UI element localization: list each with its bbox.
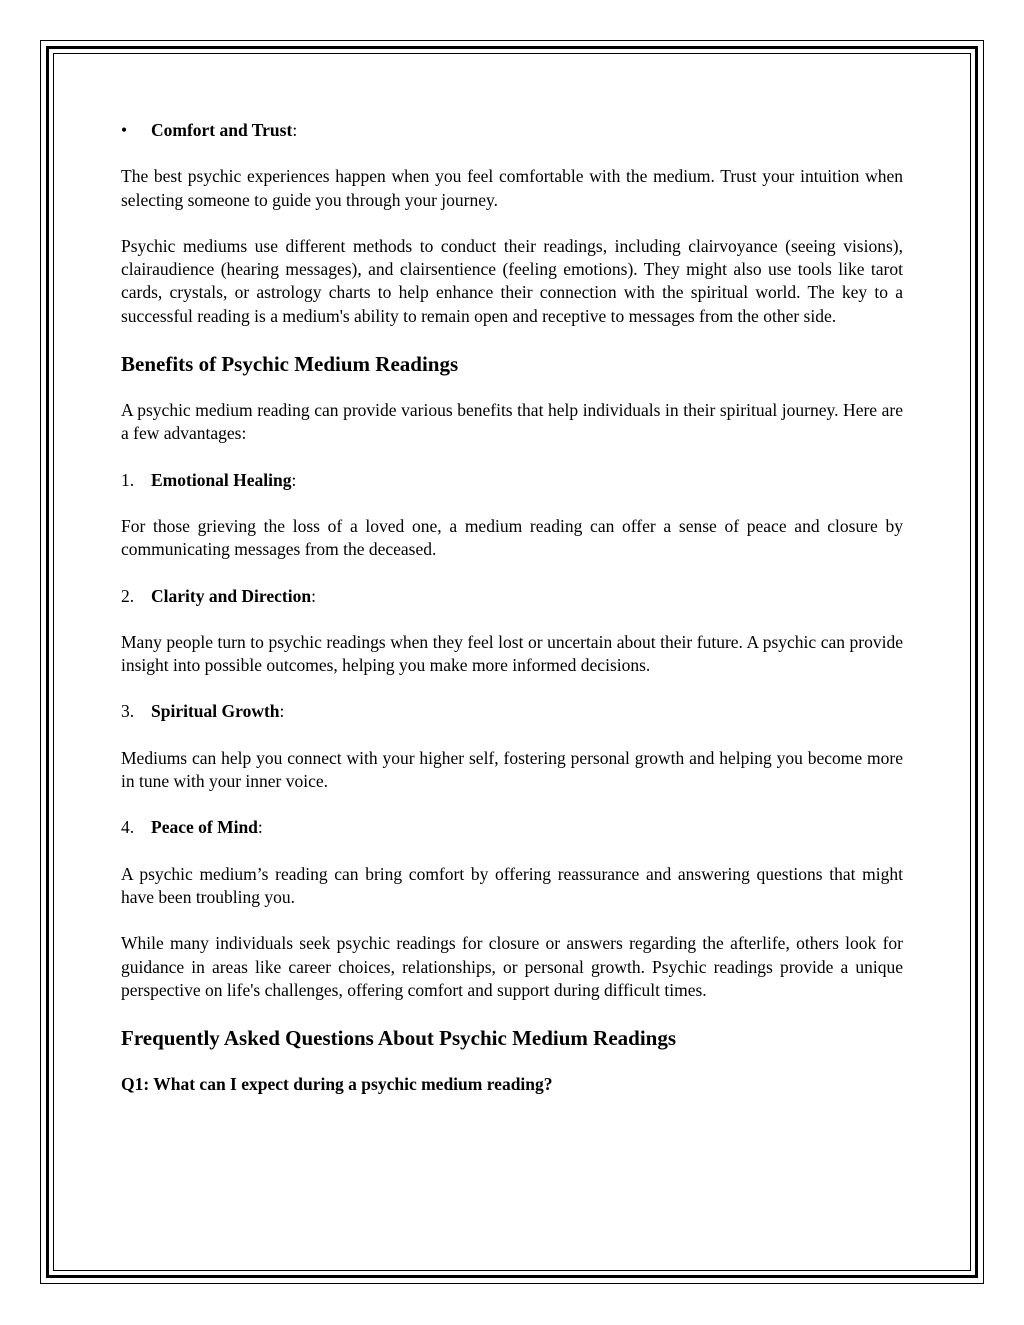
paragraph-benefits-closing: While many individuals seek psychic readings for closure or answers regarding the afterlife, others look for guidance in areas like career choices, relationships, or personal growth. Psychic readings provide a unique perspective on life's challenges, offering comfort and support during difficult times.: [121, 933, 903, 1000]
item-title: Emotional Healing: [151, 469, 292, 490]
item-label: [151, 585, 316, 608]
heading-faq: Frequently Asked Questions About Psychic Medium Readings: [121, 1026, 677, 1051]
item-label: [151, 816, 263, 839]
item-number: 4.: [121, 817, 135, 838]
item-suffix: :: [291, 469, 297, 490]
paragraph-spiritual-growth: Mediums can help you connect with your higher self, fostering personal growth and helping you become more in tune with your inner voice.: [121, 747, 903, 792]
heading-benefits: Benefits of Psychic Medium Readings: [121, 352, 459, 377]
document-body: [121, 119, 903, 1096]
numbered-item-peace-of-mind: [121, 816, 903, 839]
paragraph-methods: Psychic mediums use different methods to conduct their readings, including clairvoyance (seeing visions), clairaudience (hearing messages), and clairsentience (feeling emotions). They might also use tools like tarot cards, crystals, or astrology charts to help enhance their connection with the spiritual world. The key to a successful reading is a medium's ability to remain open and receptive to messages from the other side.: [121, 235, 903, 326]
numbered-item-clarity-direction: [121, 585, 903, 608]
item-title: Clarity and Direction: [151, 585, 312, 606]
item-number: 1.: [121, 469, 135, 490]
item-title: Spiritual Growth: [151, 701, 280, 722]
paragraph-comfort: The best psychic experiences happen when you feel comfortable with the medium. Trust your intuition when selecting someone to guide you through your journey.: [121, 166, 903, 210]
numbered-item-spiritual-growth: [121, 700, 903, 723]
item-number: 3.: [121, 701, 135, 722]
numbered-item-emotional-healing: [121, 469, 903, 492]
faq-question-1: Q1: What can I expect during a psychic medium reading?: [121, 1074, 553, 1095]
paragraph-clarity-direction: Many people turn to psychic readings when they feel lost or uncertain about their future. A psychic can provide insight into possible outcomes, helping you make more informed decisions.: [121, 631, 903, 676]
bullet-item-title: Comfort and Trust: [151, 120, 293, 140]
item-suffix: :: [311, 585, 316, 606]
paragraph-emotional-healing: For those grieving the loss of a loved one, a medium reading can offer a sense of peace and closure by communicating messages from the deceased.: [121, 515, 903, 560]
paragraph-peace-of-mind: A psychic medium’s reading can bring comfort by offering reassurance and answering questions that might have been troubling you.: [121, 863, 903, 907]
bullet-item-comfort-trust: [121, 119, 903, 142]
item-label: [151, 700, 284, 723]
item-suffix: :: [279, 701, 285, 722]
bullet-mark: •: [121, 120, 128, 140]
item-title: Peace of Mind: [151, 817, 258, 838]
paragraph-benefits-intro: A psychic medium reading can provide various benefits that help individuals in their spiritual journey. Here are a few advantages:: [121, 400, 903, 444]
item-label: [151, 469, 296, 492]
bullet-item-text: [151, 119, 297, 142]
item-suffix: :: [257, 817, 263, 838]
bullet-item-suffix: :: [292, 120, 298, 140]
item-number: 2.: [121, 585, 135, 606]
